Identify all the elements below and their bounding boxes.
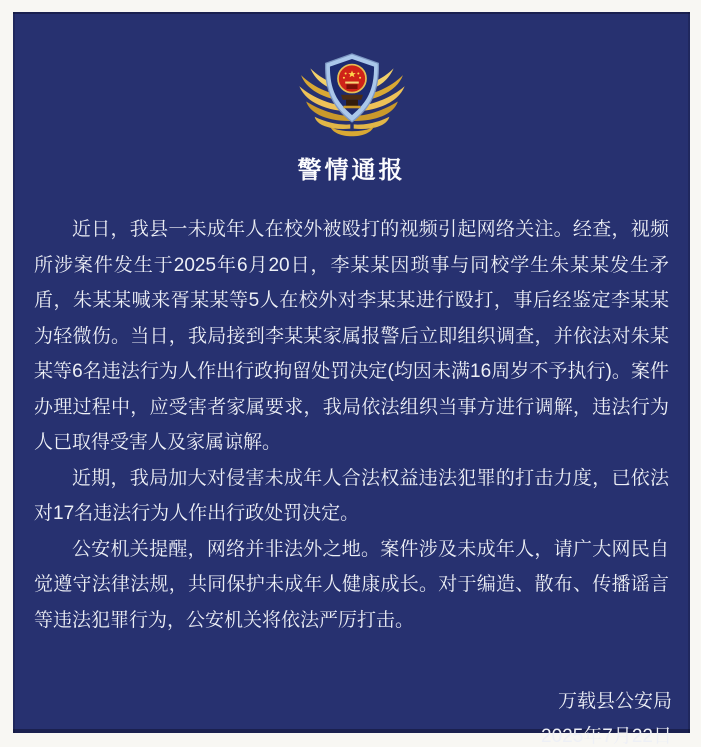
china-police-badge-icon <box>292 48 412 138</box>
issue-date: 2025年7月22日 <box>541 726 672 747</box>
notice-panel <box>13 12 690 747</box>
notice-paragraph-2: 近期，我局加大对侵害未成年人合法权益违法犯罪的打击力度，已依法对17名违法行为人作出行政处罚决定。 <box>34 467 669 524</box>
notice-body <box>13 212 690 638</box>
notice-paragraph-1: 近日，我县一未成年人在校外被殴打的视频引起网络关注。经查，视频所涉案件发生于2025年6月20日，李某某因琐事与同校学生朱某某发生矛盾，朱某某喊来胥某某等5人在校外对李某某进行殴打，事后经鉴定李某某为轻微伤。当日，我局接到李某某家属报警后立即组织调查，并依法对朱某某等6名违法行为人作出行政拘留处罚决定(均因未满16周岁不予执行)。案件办理过程中，应受害者家属要求，我局依法组织当事方进行调解，违法行为人已取得受害人及家属谅解。 <box>34 219 669 453</box>
badge-great-wall <box>340 95 362 100</box>
notice-paragraph-3: 公安机关提醒，网络并非法外之地。案件涉及未成年人，请广大网民自觉遵守法律法规，共同保护未成年人健康成长。对于编造、散布、传播谣言等违法犯罪行为，公安机关将依法严厉打击。 <box>34 538 669 631</box>
signature-block <box>13 684 690 747</box>
issuer-name: 万载县公安局 <box>557 691 672 712</box>
notice-title: 警情通报 <box>297 157 406 184</box>
emblem-container <box>13 12 690 138</box>
